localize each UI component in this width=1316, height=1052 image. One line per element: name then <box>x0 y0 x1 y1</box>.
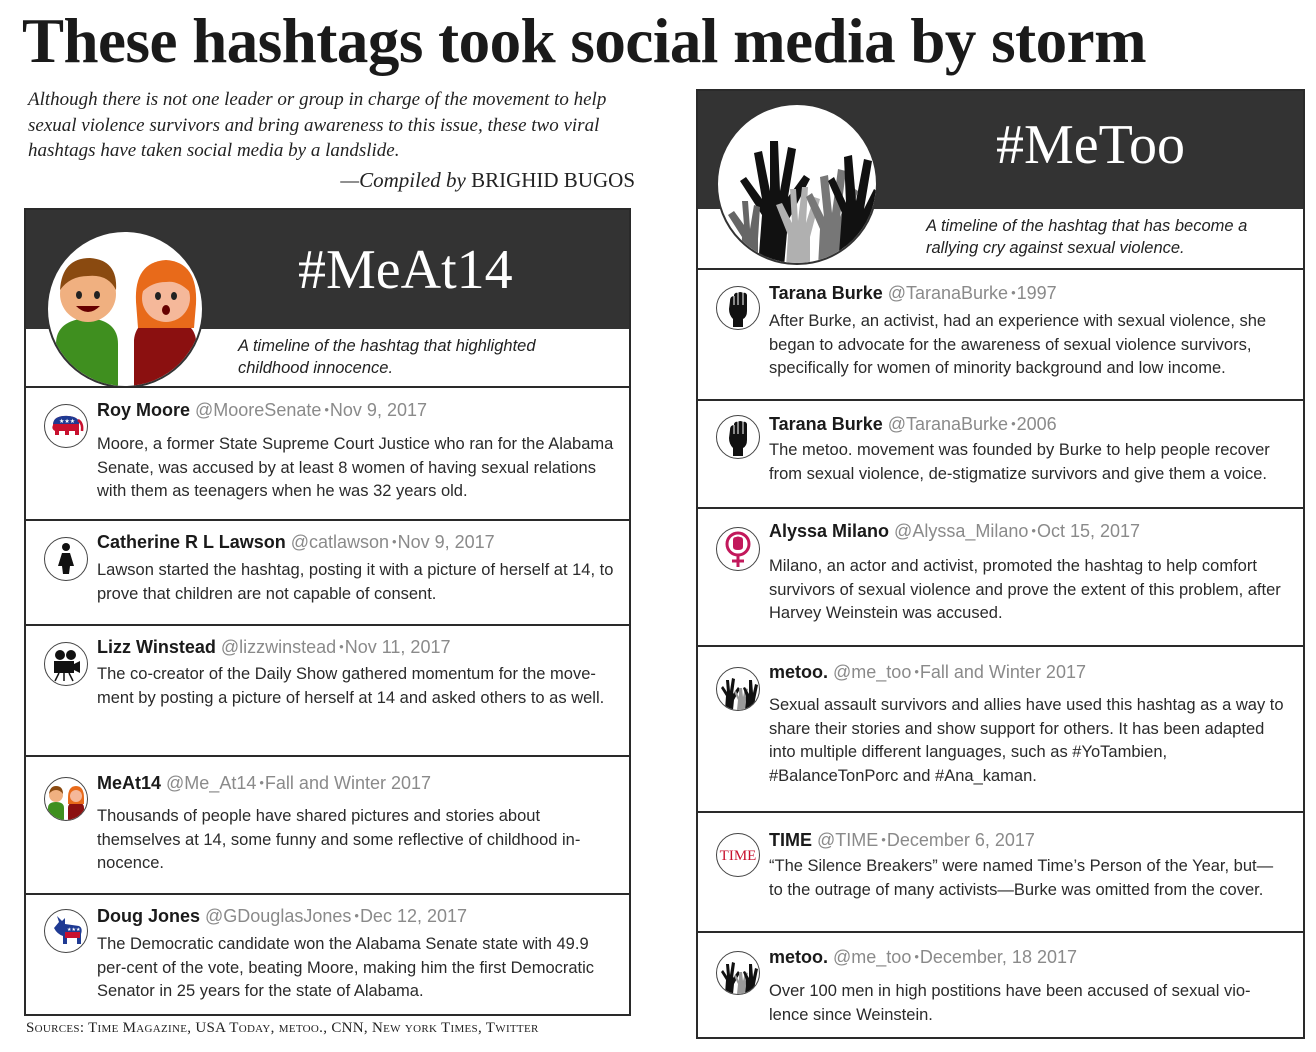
entry-text: The co-creator of the Daily Show gathered momentum for the move-ment by posting a picture of herself at 14 and asked others to as well. <box>97 665 605 707</box>
entry-handle[interactable]: @Me_At14 <box>166 773 257 793</box>
entry-name: Catherine R L Lawson <box>97 532 286 552</box>
metoo-entry <box>698 931 1303 1037</box>
entry-text: Over 100 men in high postitions have been accused of sexual vio-lence since Weinstein. <box>769 982 1251 1024</box>
entry-name: Lizz Winstead <box>97 637 216 657</box>
entry-text: The metoo. movement was founded by Burke to help people recover from sexual violence, de-stigmatize survivors and give them a voice. <box>769 441 1270 483</box>
headline: These hashtags took social media by storm <box>22 6 1147 76</box>
entry-text: After Burke, an activist, had an experience with sexual violence, she began to advocate for the awareness of sexual violence survivors, specifically for women of minority background and low income. <box>769 312 1267 377</box>
entry-date: December 6, 2017 <box>886 830 1035 850</box>
entry-handle[interactable]: @me_too <box>833 662 912 682</box>
entry-handle[interactable]: @TaranaBurke <box>887 414 1009 434</box>
entry-text: Sexual assault survivors and allies have used this hashtag as a way to share their stories and show support for others. It has been adapted into multiple different languages, such as #YoTambien, #BalanceTonPorc and #Ana_kaman. <box>769 696 1284 785</box>
entry-handle[interactable]: @Alyssa_Milano <box>894 521 1029 541</box>
entry-date: Oct 15, 2017 <box>1036 521 1141 541</box>
metoo-panel <box>696 89 1305 1039</box>
feminist-fist-icon <box>716 527 760 571</box>
entry-header: Doug Jones @GDouglasJones •Dec 12, 2017 <box>97 906 468 926</box>
entry-name: Doug Jones <box>97 906 201 926</box>
entry-date: December, 18 2017 <box>919 947 1077 967</box>
byline-label: —Compiled by <box>340 168 466 192</box>
entry-handle[interactable]: @catlawson <box>290 532 390 552</box>
meat14-entry <box>26 624 629 755</box>
intro-text: Although there is not one leader or group in charge of the movement to help sexual violence survivors and bring awareness to this issue, these two viral hashtags have taken social media by a landslide. <box>28 89 607 161</box>
meat14-panel <box>24 208 631 1016</box>
meat14-entry <box>26 386 629 519</box>
entry-header: Alyssa Milano @Alyssa_Milano •Oct 15, 2017 <box>769 521 1141 541</box>
entry-text: Lawson started the hashtag, posting it with a picture of herself at 14, to prove that children are not capable of consent. <box>97 561 614 603</box>
entry-name: metoo. <box>769 662 829 682</box>
entry-header: Roy Moore @MooreSenate •Nov 9, 2017 <box>97 400 427 420</box>
meat14-hashtag-title: #MeAt14 <box>298 239 513 301</box>
entry-header: MeAt14 @Me_At14 •Fall and Winter 2017 <box>97 773 432 793</box>
byline-author: BRIGHID BUGOS <box>471 168 635 192</box>
democrat-donkey-icon <box>44 909 88 953</box>
entry-date: Nov 11, 2017 <box>344 637 451 657</box>
entry-date: Dec 12, 2017 <box>359 906 468 926</box>
entry-header: metoo. @me_too •Fall and Winter 2017 <box>769 662 1086 682</box>
entry-handle[interactable]: @me_too <box>833 947 912 967</box>
entry-date: 2006 <box>1016 414 1057 434</box>
raised-hands-icon <box>716 103 878 265</box>
byline <box>310 168 635 193</box>
entry-name: MeAt14 <box>97 773 162 793</box>
raised-fist-icon <box>716 286 760 330</box>
entry-header: TIME @TIME •December 6, 2017 <box>769 830 1035 850</box>
entry-text: “The Silence Breakers” were named Time’s Person of the Year, but— to the outrage of many activists—Burke was omitted from the cover. <box>769 857 1274 899</box>
entry-header: Lizz Winstead @lizzwinstead •Nov 11, 2017 <box>97 637 451 657</box>
entry-name: Alyssa Milano <box>769 521 890 541</box>
entry-name: Tarana Burke <box>769 283 883 303</box>
movie-camera-icon <box>44 642 88 686</box>
metoo-entry <box>698 268 1303 399</box>
svg-text:★★★: ★★★ <box>59 418 76 425</box>
entry-handle[interactable]: @lizzwinstead <box>220 637 337 657</box>
entry-date: Fall and Winter 2017 <box>919 662 1086 682</box>
entry-text: Thousands of people have shared pictures and stories about themselves at 14, some funny and some reflective of childhood in-nocence. <box>97 807 581 872</box>
entry-header: Tarana Burke @TaranaBurke •2006 <box>769 414 1057 434</box>
entry-date: Fall and Winter 2017 <box>264 773 432 793</box>
entry-text: The Democratic candidate won the Alabama Senate state with 49.9 per-cent of the vote, beating Moore, making him the first Democratic Senator in 25 years for the state of Alabama. <box>97 935 595 1000</box>
entry-handle[interactable]: @TIME <box>817 830 879 850</box>
entry-name: Roy Moore <box>97 400 191 420</box>
entry-header: metoo. @me_too •December, 18 2017 <box>769 947 1077 967</box>
entry-name: metoo. <box>769 947 829 967</box>
entry-date: 1997 <box>1016 283 1057 303</box>
entry-handle[interactable]: @GDouglasJones <box>205 906 352 926</box>
raised-hands-icon <box>716 667 760 711</box>
entry-name: TIME <box>769 830 812 850</box>
metoo-entry <box>698 507 1303 645</box>
entry-header: Catherine R L Lawson @catlawson •Nov 9, 2017 <box>97 532 495 552</box>
metoo-entry <box>698 399 1303 507</box>
entry-text: Milano, an actor and activist, promoted the hashtag to help comfort survivors of sexual violence and prove the extent of this problem, after Harvey Weinstein was accused. <box>769 557 1281 622</box>
meat14-entry <box>26 519 629 624</box>
entry-date: Nov 9, 2017 <box>329 400 427 420</box>
two-children-icon <box>46 230 204 388</box>
entry-date: Nov 9, 2017 <box>397 532 495 552</box>
sources-line: Sources: Time Magazine, USA Today, metoo., CNN, New york Times, Twitter <box>26 1020 539 1036</box>
svg-text:★★★: ★★★ <box>67 927 81 933</box>
meat14-entry <box>26 893 629 1014</box>
time-logo-text: TIME <box>719 848 757 864</box>
republican-elephant-icon <box>44 404 88 448</box>
entry-header: Tarana Burke @TaranaBurke •1997 <box>769 283 1057 303</box>
woman-figure-icon <box>44 537 88 581</box>
entry-name: Tarana Burke <box>769 414 883 434</box>
raised-hands-icon <box>716 951 760 995</box>
metoo-subtitle: A timeline of the hashtag that has become a rallying cry against sexual violence. <box>926 217 1248 257</box>
entry-text: Moore, a former State Supreme Court Justice who ran for the Alabama Senate, was accused by at least 8 women of having sexual relations with them as teenagers when he was 32 years old. <box>97 435 614 500</box>
metoo-entry <box>698 645 1303 811</box>
raised-fist-icon <box>716 415 760 459</box>
two-children-icon <box>44 777 88 821</box>
metoo-hashtag-title: #MeToo <box>996 114 1185 176</box>
metoo-entry <box>698 811 1303 931</box>
entry-handle[interactable]: @TaranaBurke <box>887 283 1009 303</box>
meat14-subtitle: A timeline of the hashtag that highlighted childhood innocence. <box>238 337 536 377</box>
time-logo-icon <box>716 833 760 877</box>
entry-handle[interactable]: @MooreSenate <box>195 400 322 420</box>
meat14-entry <box>26 755 629 893</box>
